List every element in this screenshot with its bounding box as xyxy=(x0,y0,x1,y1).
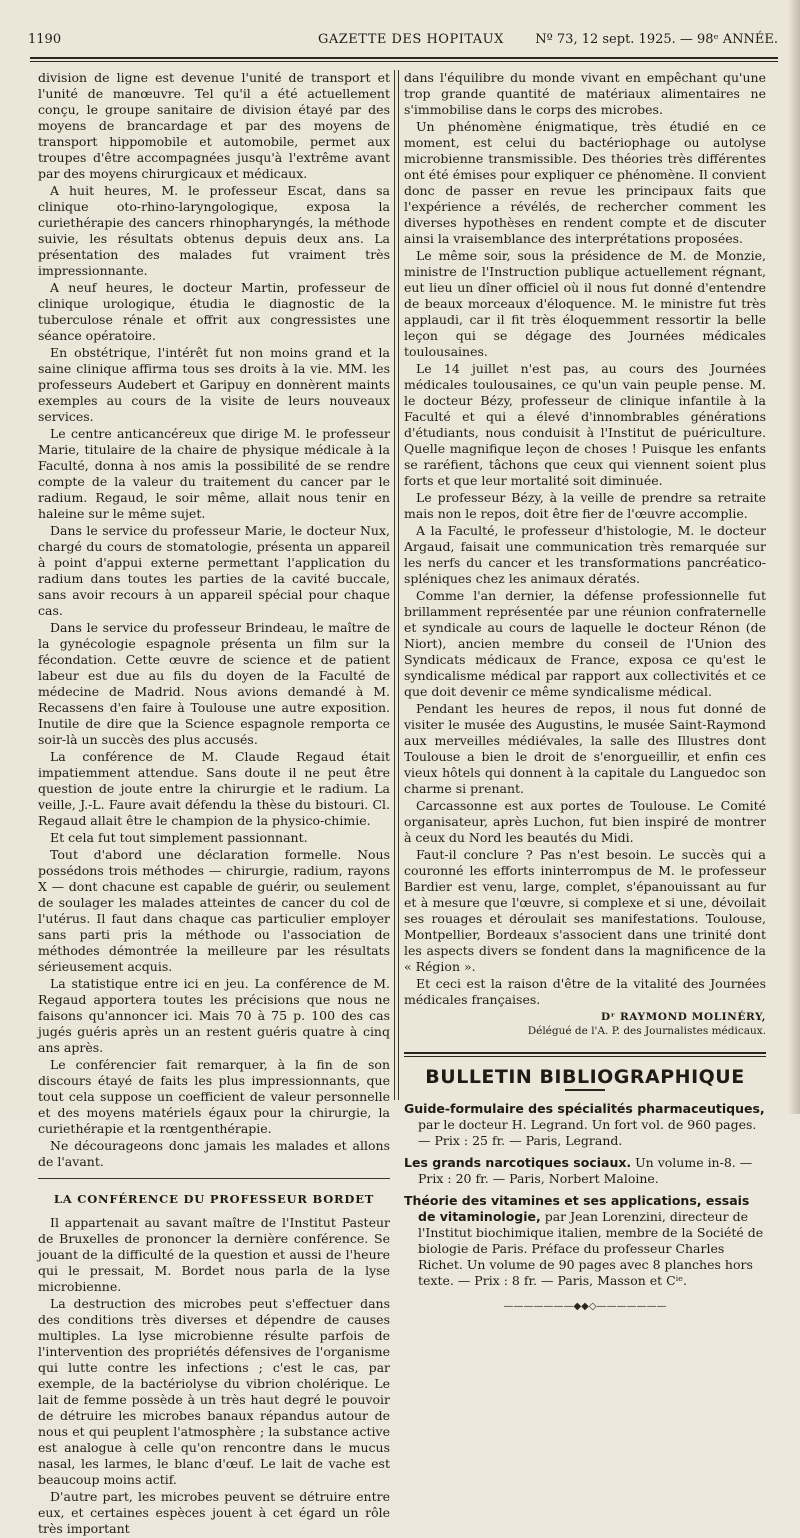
bulletin-rule-thin xyxy=(404,1056,766,1057)
paragraph: dans l'équilibre du monde vivant en empêchant qu'une trop grande quantité de matériaux alimentaires ne s'immobilise dans le corps des microbes. xyxy=(404,70,766,117)
bulletin-title: BULLETIN BIBLIOGRAPHIQUE xyxy=(425,1066,745,1088)
header-rule xyxy=(30,57,778,59)
paragraph: Carcassonne est aux portes de Toulouse. Le Comité organisateur, après Luchon, fut bien inspiré de montrer à ceux du Nord les beautés du Midi. xyxy=(404,798,766,845)
paragraph: Le professeur Bézy, à la veille de prendre sa retraite mais non le repos, doit être fier de l'œuvre accomplie. xyxy=(404,490,766,521)
right-column xyxy=(404,70,766,1315)
book-details: par Jean Lorenzini, directeur de l'Institut biochimique italien, membre de la Société de biologie de Paris. Préface du professeur Charles Richet. Un volume de 90 pages avec 8 planches hors texte. — Prix : 8 fr. — Paris, Masson et Cⁱᵉ. xyxy=(418,1209,764,1288)
paragraph: Comme l'an dernier, la défense professionnelle fut brillamment représentée par une réunion confraternelle et syndicale au cours de laquelle le docteur Rénon (de Niort), ancien membre du conseil de l'Union des Syndicats médicaux de France, exposa ce qu'est le syndicalisme médical par rapport aux collectivités et ce que doit devenir ce même syndicalisme médical. xyxy=(404,588,766,699)
bulletin-rule xyxy=(404,1052,766,1054)
publication-title: GAZETTE DES HOPITAUX xyxy=(318,32,504,47)
bibliography-entry xyxy=(404,1155,766,1187)
book-details: par le docteur H. Legrand. Un fort vol. de 960 pages. — Prix : 25 fr. — Paris, Legrand. xyxy=(418,1117,757,1148)
signature-name: Dʳ RAYMOND MOLINÉRY, xyxy=(601,1011,766,1023)
paragraph: D'autre part, les microbes peuvent se détruire entre eux, et certaines espèces jouent à cet égard un rôle très important xyxy=(38,1489,390,1536)
paragraph: La destruction des microbes peut s'effectuer dans des conditions très diverses et dépendre de causes multiples. La lyse microbienne résulte parfois de l'intervention des propriétés défensives de l'organisme qui lutte contre les infections ; c'est le cas, par exemple, de la bactériolyse du vibrion cholérique. Le lait de femme possède à un très haut degré le pouvoir de détruire les microbes banaux répandus autour de nous et qui peuplent l'atmosphère ; la substance active est analogue à celle qu'on rencontre dans le mucus nasal, les larmes, le blanc d'œuf. Le lait de vache est beaucoup moins actif. xyxy=(38,1296,390,1487)
paragraph: Le conférencier fait remarquer, à la fin de son discours étayé de faits les plus impressionnants, que tout cela suppose un coefficient de valeur personnelle et des moyens matériels égaux pour la chirurgie, la curiethérapie et la rœntgenthérapie. xyxy=(38,1057,390,1136)
page-number: 1190 xyxy=(28,32,62,47)
paragraph: A la Faculté, le professeur d'histologie, M. le docteur Argaud, faisait une communication très remarquée sur les nerfs du cancer et les transformations pancréatico-spléniques chez les animaux dératés. xyxy=(404,523,766,586)
paragraph: Le centre anticancéreux que dirige M. le professeur Marie, titulaire de la chaire de physique médicale à la Faculté, donna à nos amis la possibilité de se rendre compte de la valeur du traitement du cancer par le radium. Regaud, le soir même, allait nous tenir en haleine sur le même sujet. xyxy=(38,426,390,521)
paragraph: A neuf heures, le docteur Martin, professeur de clinique urologique, étudia le diagnostic de la tuberculose rénale et offrit aux congressistes une séance opératoire. xyxy=(38,280,390,343)
paragraph: Il appartenait au savant maître de l'Institut Pasteur de Bruxelles de prononcer la dernière conférence. Se jouant de la difficulté de la question et aussi de l'heure qui le pressait, M. Bordet nous parla de la lyse microbienne. xyxy=(38,1215,390,1294)
paragraph: En obstétrique, l'intérêt fut non moins grand et la saine clinique affirma tous ses droits à la vie. MM. les professeurs Audebert et Garipuy en donnèrent maints exemples au cours de la visite de leurs nouveaux services. xyxy=(38,345,390,424)
paragraph: Faut-il conclure ? Pas n'est besoin. Le succès qui a couronné les efforts ininterrompus de M. le professeur Bardier est venu, large, complet, s'épanouissant au fur et à mesure que l'œuvre, si complexe et si une, dévoilait ses rouages et déroulait ses manifestations. Toulouse, Montpellier, Bordeaux s'associent dans une trinité dont les aspects divers se fondent dans la magnificence de la « Région ». xyxy=(404,847,766,974)
bibliography-entry xyxy=(404,1101,766,1149)
paragraph: La conférence de M. Claude Regaud était impatiemment attendue. Sans doute il ne peut être question de joute entre la chirurgie et le radium. La veille, J.-L. Faure avait défendu la thèse du bistouri. Cl. Regaud allait être le champion de la physico-chimie. xyxy=(38,749,390,828)
book-details: Un volume in-8. — Prix : 20 fr. — Paris, Norbert Maloine. xyxy=(418,1155,753,1186)
page-header xyxy=(18,30,788,52)
section-title: LA CONFÉRENCE DU PROFESSEUR BORDET xyxy=(53,1192,375,1206)
section-divider xyxy=(38,1178,390,1179)
column-separator xyxy=(398,70,399,1100)
bibliography-entry xyxy=(404,1193,766,1289)
paragraph: Tout d'abord une déclaration formelle. Nous possédons trois méthodes — chirurgie, radium, rayons X — dont chacune est capable de guérir, ou seulement de soulager les malades atteintes de cancer du col de l'utérus. Il faut dans chaque cas particulier employer sans parti pris la méthode ou l'association de méthodes démontrée la meilleure par les résultats sérieusement acquis. xyxy=(38,847,390,974)
paragraph: Et ceci est la raison d'être de la vitalité des Journées médicales françaises. xyxy=(404,976,766,1007)
title-underline xyxy=(565,1089,605,1091)
end-ornament-icon: ———————◆◆◇——————— xyxy=(503,1301,667,1312)
paragraph: Dans le service du professeur Brindeau, le maître de la gynécologie espagnole présenta un film sur la fécondation. Cette œuvre de science et de patient labeur est due au fils du doyen de la Faculté de médecine de Madrid. Nous avions demandé à M. Recassens d'en faire à Toulouse une autre exposition. Inutile de dire que la Science espagnole remporta ce soir-là un succès des plus accusés. xyxy=(38,620,390,747)
signature-role: Délégué de l'A. P. des Journalistes médicaux. xyxy=(527,1025,766,1037)
issue-info: Nº 73, 12 sept. 1925. — 98ᵉ ANNÉE. xyxy=(535,32,778,47)
paragraph: A huit heures, M. le professeur Escat, dans sa clinique oto-rhino-laryngologique, exposa la curiethérapie des cancers rhinopharyngés, la méthode suivie, les résultats obtenus depuis deux ans. La présentation des malades fut vraiment très impressionnante. xyxy=(38,183,390,278)
paragraph: La statistique entre ici en jeu. La conférence de M. Regaud apportera toutes les précisions que nous ne faisons qu'annoncer ici. Mais 70 à 75 p. 100 des cas jugés guéris après un an restent guéris quatre à cinq ans après. xyxy=(38,976,390,1055)
header-rule-thin xyxy=(30,61,778,62)
paragraph: Dans le service du professeur Marie, le docteur Nux, chargé du cours de stomatologie, présenta un appareil à point d'appui externe permettant l'application du radium dans toutes les parties de la cavité buccale, sans avoir recours à un appareil spécial pour chaque cas. xyxy=(38,523,390,618)
paragraph: Pendant les heures de repos, il nous fut donné de visiter le musée des Augustins, le musée Saint-Raymond aux merveilles médiévales, la salle des Illustres dont Toulouse a bien le droit de s'enorgueillir, et enfin ces vieux hôtels qui donnent à la capitale du Languedoc son charme si prenant. xyxy=(404,701,766,796)
paragraph: division de ligne est devenue l'unité de transport et l'unité de manœuvre. Tel qu'il a été actuellement conçu, le groupe sanitaire de division étayé par des moyens de brancardage et par des moyens de transport hippomobile et automobile, permet aux troupes d'être accompagnées jusqu'à l'extrême avant par des moyens chirurgicaux et médicaux. xyxy=(38,70,390,181)
left-column xyxy=(38,70,390,1538)
column-separator xyxy=(394,70,395,1100)
page-edge-shadow xyxy=(788,0,800,1114)
book-title: Guide-formulaire des spécialités pharmaceutiques, xyxy=(404,1101,765,1116)
paragraph: Le 14 juillet n'est pas, au cours des Journées médicales toulousaines, ce qu'un vain peuple pense. M. le docteur Bézy, professeur de clinique infantile à la Faculté et qui a élevé d'innombrables générations d'étudiants, nous conduisit à l'Institut de puériculture. Quelle magnifique leçon de choses ! Puisque les enfants se raréfient, tâchons que ceux qui viennent soient plus forts et que leur mortalité soit diminuée. xyxy=(404,361,766,488)
paragraph: Le même soir, sous la présidence de M. de Monzie, ministre de l'Instruction publique actuellement régnant, eut lieu un dîner officiel où il nous fut donné d'entendre de beaux morceaux d'éloquence. M. le ministre fut très applaudi, car il fit très éloquemment ressortir la belle leçon qui se dégage des Journées médicales toulousaines. xyxy=(404,248,766,359)
paragraph: Ne décourageons donc jamais les malades et allons de l'avant. xyxy=(38,1138,390,1169)
book-title: Les grands narcotiques sociaux. xyxy=(404,1155,632,1170)
paragraph: Un phénomène énigmatique, très étudié en ce moment, est celui du bactériophage ou autolyse microbienne transmissible. Des théories très différentes ont été émises pour expliquer ce phénomène. Il convient donc de passer en revue les principaux faits que l'expérience a révélés, de rechercher comment les diverses hypothèses en rendent compte et de discuter ainsi la vraisemblance des interprétations proposées. xyxy=(404,119,766,246)
book-title: Théorie des vitamines et ses applications, essais de vitaminologie, xyxy=(404,1193,750,1224)
signature-block xyxy=(404,1010,766,1038)
paragraph: Et cela fut tout simplement passionnant. xyxy=(50,830,308,845)
